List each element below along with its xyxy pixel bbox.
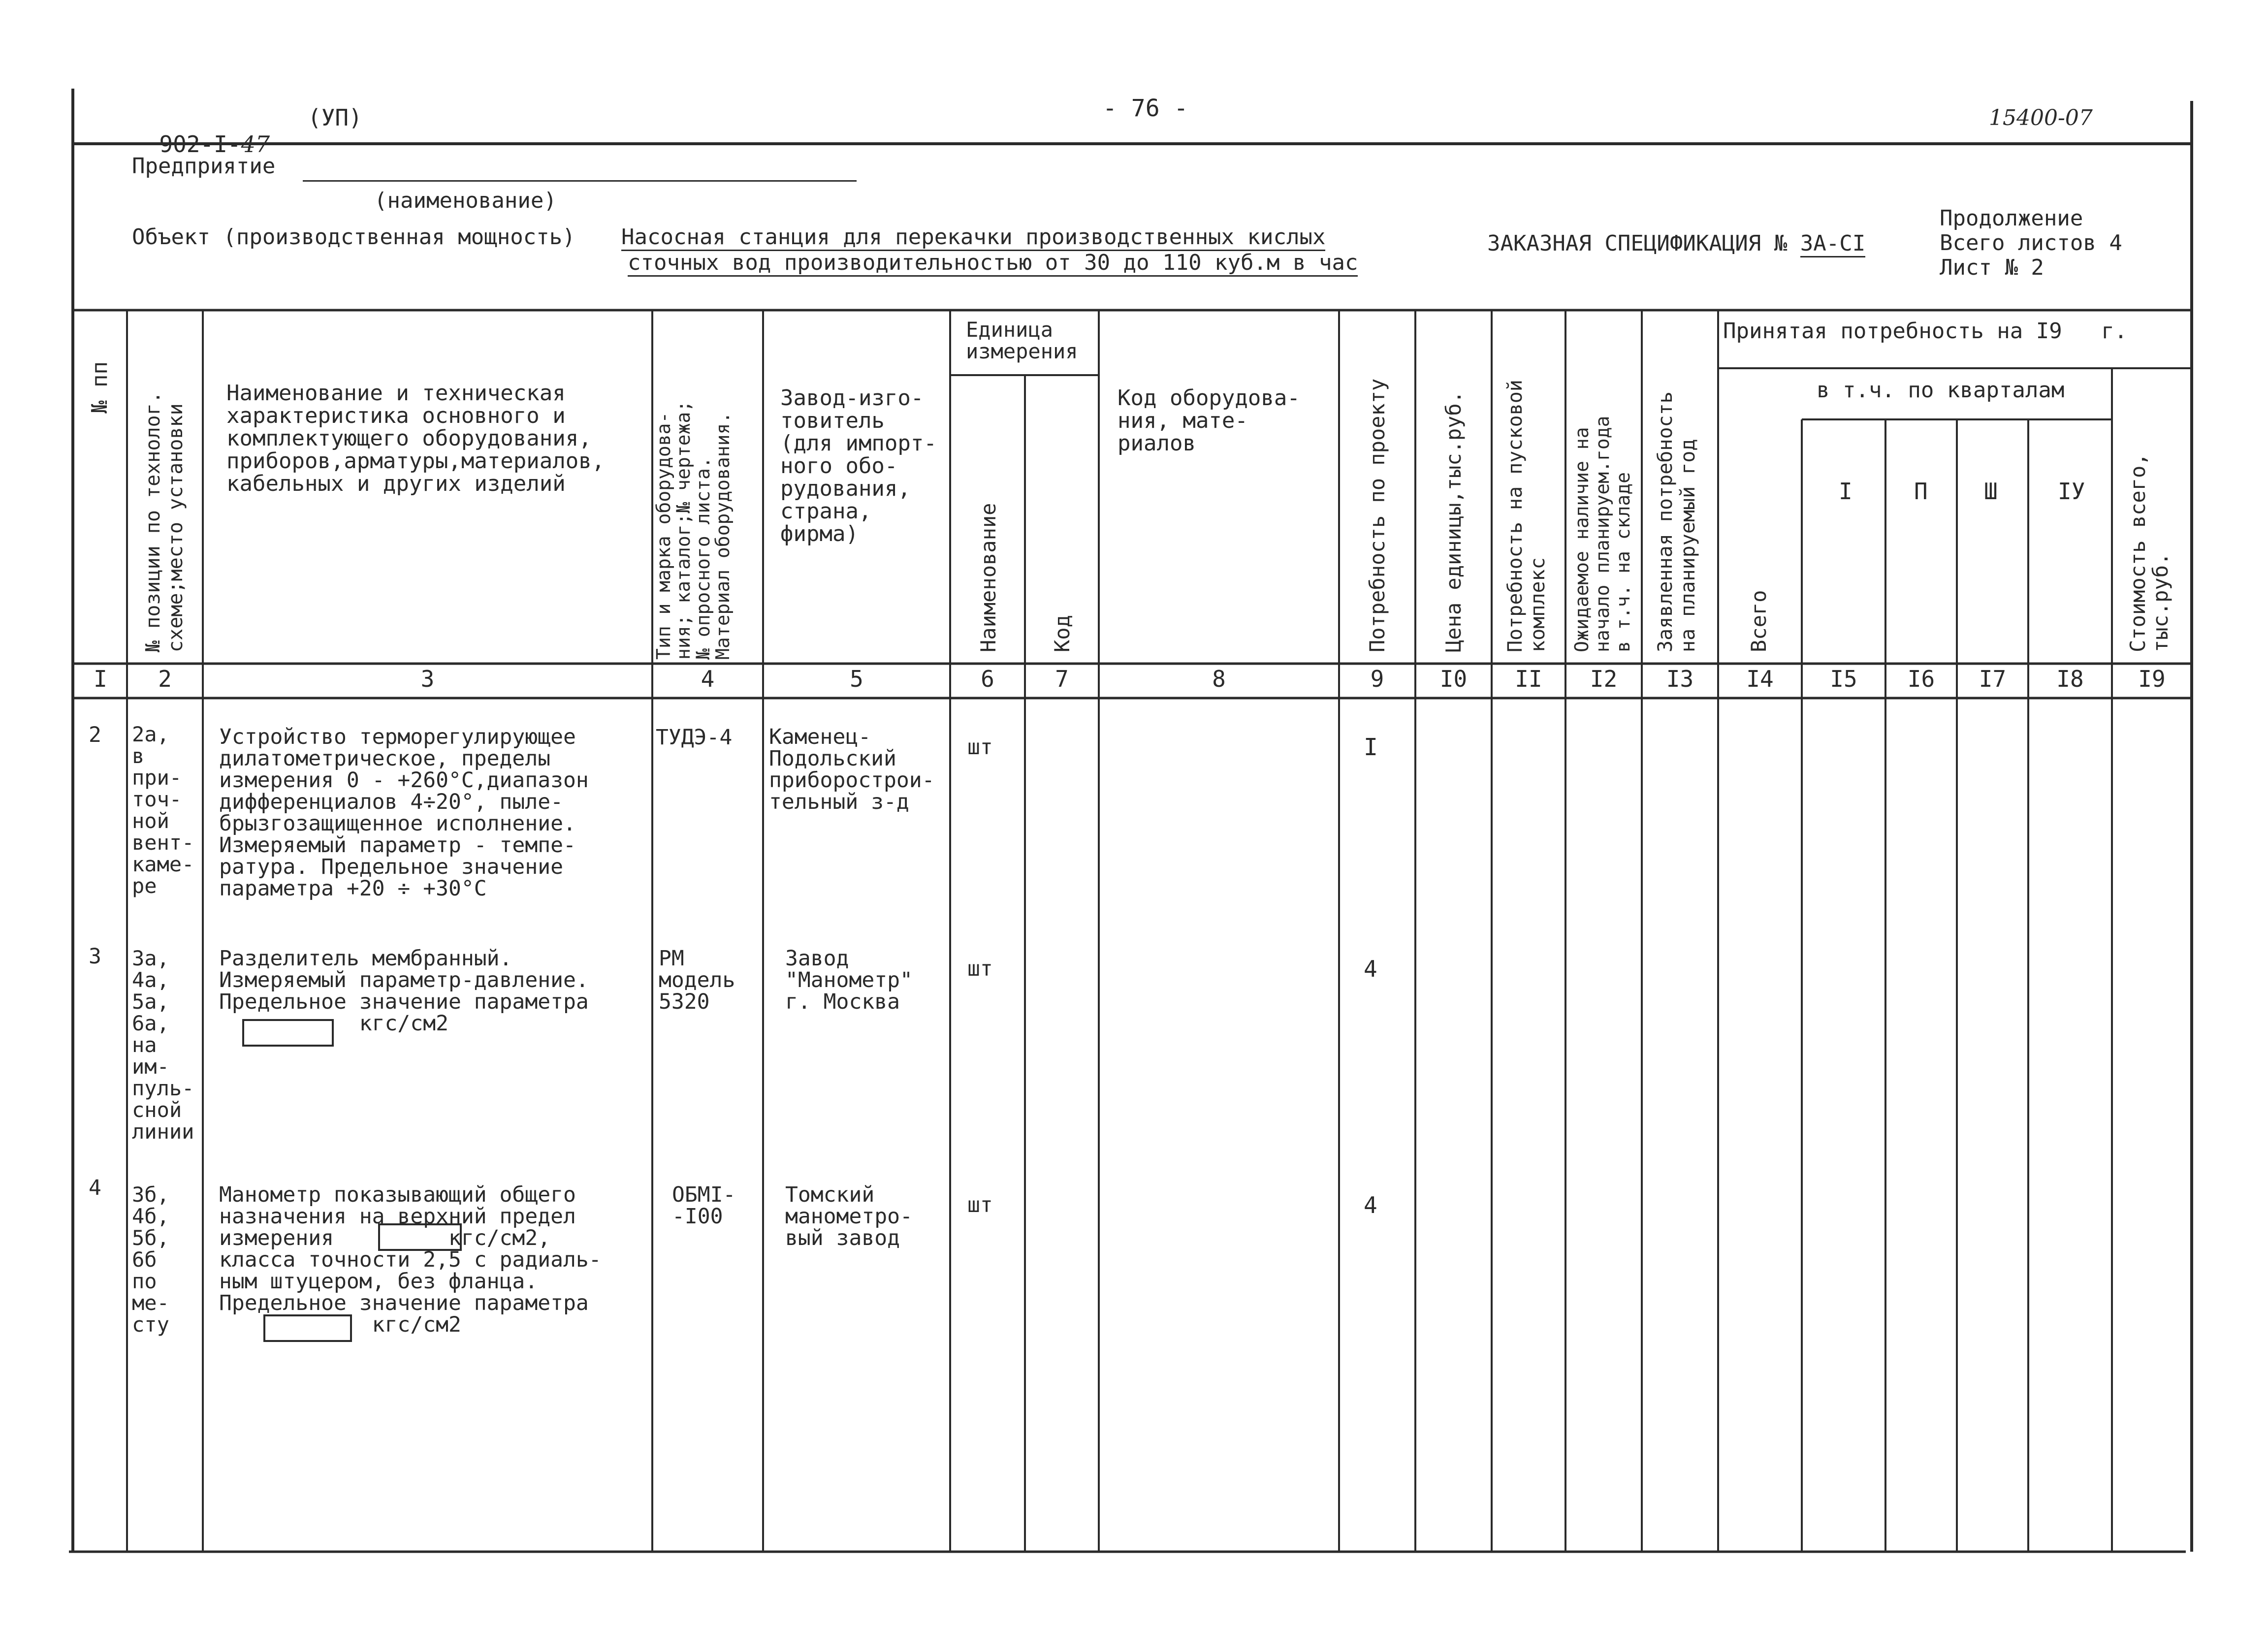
col-number: I bbox=[94, 666, 107, 692]
col-header-quarters-group: в т.ч. по кварталам bbox=[1817, 378, 2065, 403]
col-number: I7 bbox=[1979, 666, 2007, 692]
row-position: 3а, 4а, 5а, 6а, на им- пуль- сной линии bbox=[132, 946, 194, 1144]
row-manufacturer: Завод "Манометр" г. Москва bbox=[785, 946, 913, 1014]
row-unit: шт bbox=[967, 957, 993, 981]
col-header-manufacturer: Завод-изго- товитель (для импорт- ного обо- рудования, страна, фирма) bbox=[780, 385, 937, 546]
col-number: 7 bbox=[1055, 666, 1069, 692]
row-type: РМ модель 5320 bbox=[659, 946, 735, 1014]
album-label: (УП) bbox=[308, 104, 362, 131]
row-position: 2а, в при- точ- ной вент- каме- ре bbox=[132, 722, 194, 898]
enterprise-label: Предприятие bbox=[132, 154, 276, 179]
enterprise-hint: (наименование) bbox=[374, 188, 557, 213]
object-name-line1: Насосная станция для перекачки производственных кислых bbox=[621, 224, 1325, 251]
col-header-type: Тип и марка оборудова- ния; каталог;№ чертежа; № опросного листа. Материал оборудования. bbox=[653, 400, 734, 660]
col-number: 9 bbox=[1370, 666, 1384, 692]
col-header-description: Наименование и техническая характеристика основного и комплектующего оборудования, приборов,арматуры,материалов, кабельных и других изделий bbox=[226, 381, 605, 496]
col-header-q2: П bbox=[1914, 478, 1928, 505]
col-header-q4: IУ bbox=[2058, 478, 2085, 505]
object-label: Объект (производственная мощность) bbox=[132, 224, 575, 250]
document-code: 902-I-47 bbox=[159, 131, 270, 158]
col-header-startup-need: Потребность на пусковой комплекс bbox=[1504, 380, 1549, 652]
col-number: 8 bbox=[1212, 666, 1226, 692]
col-number: 3 bbox=[420, 666, 435, 692]
col-header-accepted-need: Принятая потребность на I9 г. bbox=[1723, 319, 2128, 344]
row-number: 3 bbox=[89, 944, 101, 969]
row-unit: шт bbox=[967, 735, 993, 760]
col-number: I3 bbox=[1666, 666, 1694, 692]
col-number: 6 bbox=[981, 666, 994, 692]
col-header-expected-stock: Ожидаемое наличие на начало планируем.года в т.ч. на складе bbox=[1571, 415, 1634, 652]
row-position: 3б, 4б, 5б, 6б по ме- сту bbox=[132, 1182, 169, 1337]
col-header-unit-code: Код bbox=[1050, 615, 1074, 652]
col-header-unit-name: Наименование bbox=[976, 503, 1000, 652]
col-number: I6 bbox=[1907, 666, 1935, 692]
page-number: - 76 - bbox=[1103, 95, 1188, 122]
pressure-limit-field[interactable] bbox=[242, 1019, 334, 1047]
row-quantity: I bbox=[1364, 734, 1378, 761]
col-number: I5 bbox=[1830, 666, 1857, 692]
row-quantity: 4 bbox=[1364, 956, 1377, 982]
spec-title: ЗАКАЗНАЯ СПЕЦИФИКАЦИЯ № 3А-СI bbox=[1461, 206, 1865, 256]
col-header-row-number: № пп bbox=[87, 361, 112, 414]
col-header-equipment-code: Код оборудова- ния, мате- риалов bbox=[1118, 385, 1300, 456]
row-description: Разделитель мембранный. Измеряемый параметр-давление. Предельное значение параметра кгс/см2 bbox=[219, 946, 589, 1036]
row-description: Устройство терморегулирующее дилатометрическое, пределы измерения 0 - +260°С,диапазон дифференциалов 4÷20°, пыле- брызгозащищенное исполнение. Измеряемый параметр - темпе- ратура. Предельное значение параметра +20 ÷ +30°С bbox=[219, 725, 589, 901]
col-header-q1: I bbox=[1839, 478, 1853, 505]
continuation-label: Продолжение bbox=[1940, 206, 2083, 231]
pressure-limit-field[interactable] bbox=[263, 1314, 352, 1342]
col-header-total: Всего bbox=[1747, 590, 1771, 652]
col-header-unit-price: Цена единицы,тыс.руб. bbox=[1441, 390, 1466, 652]
enterprise-field-line bbox=[303, 180, 857, 182]
col-number: 5 bbox=[850, 666, 863, 692]
col-number: I0 bbox=[1439, 666, 1468, 692]
row-manufacturer: Каменец- Подольский приборострои- тельный з-д bbox=[769, 725, 935, 814]
col-number: 4 bbox=[701, 666, 715, 692]
col-number: 2 bbox=[158, 666, 172, 692]
col-number: I4 bbox=[1746, 666, 1774, 692]
object-name-line2: сточных вод производительностью от 30 до 110 куб.м в час bbox=[628, 250, 1358, 277]
row-description: Манометр показывающий общего назначения на верхний предел измерения кгс/см2, класса точности 2,5 с радиаль- ным штуцером, без фланца. Предельное значение параметра кгс/см2 bbox=[219, 1182, 602, 1337]
sheets-total: Всего листов 4 bbox=[1940, 230, 2122, 255]
col-number: I2 bbox=[1590, 666, 1618, 692]
row-type: ОБМI- -I00 bbox=[672, 1182, 736, 1229]
col-header-unit-group: Единица измерения bbox=[966, 318, 1078, 363]
row-number: 2 bbox=[89, 723, 101, 747]
col-header-declared-need: Заявленная потребность на планируемый год bbox=[1654, 391, 1699, 652]
row-quantity: 4 bbox=[1364, 1192, 1377, 1218]
archive-stamp: 15400-07 bbox=[1989, 105, 2093, 130]
col-number: I8 bbox=[2056, 666, 2084, 692]
row-number: 4 bbox=[89, 1176, 101, 1200]
col-header-position: № позиции по технолог. схеме;место установки bbox=[142, 391, 187, 652]
row-manufacturer: Томский манометро- вый завод bbox=[785, 1182, 913, 1250]
col-number: I9 bbox=[2138, 666, 2166, 692]
col-number: II bbox=[1515, 666, 1542, 692]
sheet-number: Лист № 2 bbox=[1940, 255, 2044, 280]
col-header-q3: Ш bbox=[1984, 478, 1998, 505]
col-header-total-cost: Стоимость всего, тыс.руб. bbox=[2126, 453, 2172, 652]
col-header-project-need: Потребность по проекту bbox=[1365, 378, 1389, 652]
row-type: ТУДЭ-4 bbox=[656, 725, 733, 750]
row-unit: шт bbox=[967, 1193, 993, 1217]
upper-limit-field[interactable] bbox=[378, 1223, 462, 1251]
